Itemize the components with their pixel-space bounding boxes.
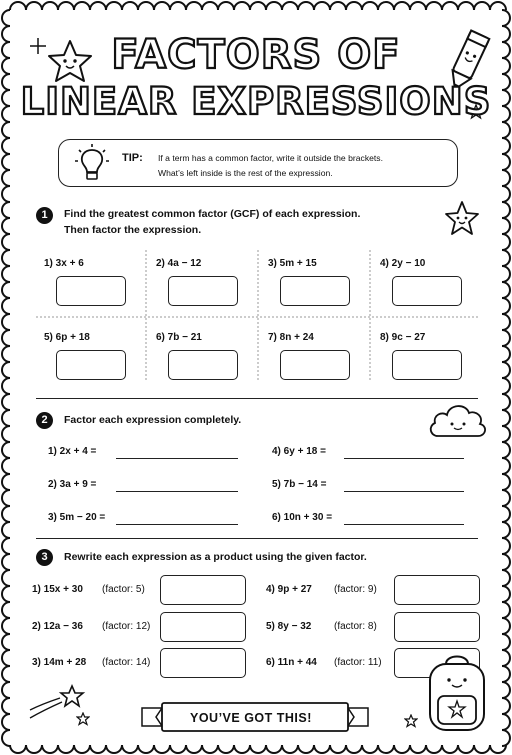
section1-problem-label: 2) 4a − 12 (156, 258, 202, 269)
section2-problem-label: 3) 5m − 20 = (48, 512, 106, 523)
lightbulb-icon (74, 142, 110, 182)
section2-problem-label: 4) 6y + 18 = (272, 446, 326, 457)
section3-answer-box[interactable] (160, 575, 246, 605)
tip-label: TIP: (122, 152, 143, 164)
section3-expression: 2) 12a − 36 (32, 621, 83, 632)
section1-problem-label: 6) 7b − 21 (156, 332, 202, 343)
section1-answer-box[interactable] (56, 276, 126, 306)
section3-factor-hint: (factor: 14) (102, 657, 151, 668)
section3-instruction: Rewrite each expression as a product using the given factor. (64, 551, 367, 563)
page-title-line1: FACTORS OF (111, 32, 401, 78)
section1-problem-label: 8) 9c − 27 (380, 332, 426, 343)
section2-problem-label: 6) 10n + 30 = (272, 512, 333, 523)
section3-expression: 6) 11n + 44 (266, 657, 317, 668)
section1-problem-label: 1) 3x + 6 (44, 258, 84, 269)
section3-factor-hint: (factor: 9) (334, 584, 377, 595)
tip-text-line1: If a term has a common factor, write it outside the brackets. (158, 153, 383, 163)
section1-answer-box[interactable] (280, 350, 350, 380)
star-mascot-icon (442, 200, 482, 238)
small-star-icon (76, 712, 90, 726)
section2-problem-label: 1) 2x + 4 = (48, 446, 97, 457)
section-number-2: 2 (36, 412, 53, 429)
section1-problem-label: 3) 5m + 15 (268, 258, 317, 269)
section1-answer-box[interactable] (168, 276, 238, 306)
section3-answer-box[interactable] (394, 612, 480, 642)
section1-answer-box[interactable] (168, 350, 238, 380)
section-divider (36, 538, 478, 539)
section3-factor-hint: (factor: 8) (334, 621, 377, 632)
section3-expression: 4) 9p + 27 (266, 584, 312, 595)
section3-answer-box[interactable] (160, 612, 246, 642)
section2-answer-line[interactable] (116, 524, 238, 525)
section2-answer-line[interactable] (344, 458, 464, 459)
section1-answer-box[interactable] (392, 350, 462, 380)
tip-text-line2: What’s left inside is the rest of the expression. (158, 168, 333, 178)
tip-box (58, 139, 458, 187)
backpack-mascot-icon (420, 652, 494, 736)
section3-factor-hint: (factor: 5) (102, 584, 145, 595)
section1-answer-box[interactable] (280, 276, 350, 306)
section2-problem-label: 2) 3a + 9 = (48, 479, 97, 490)
section3-expression: 5) 8y − 32 (266, 621, 312, 632)
section2-answer-line[interactable] (344, 491, 464, 492)
section3-factor-hint: (factor: 11) (334, 657, 382, 668)
section3-answer-box[interactable] (394, 575, 480, 605)
cloud-mascot-icon (426, 396, 490, 442)
section-number-3: 3 (36, 549, 53, 566)
section2-instruction: Factor each expression completely. (64, 414, 242, 426)
section-divider (36, 398, 478, 399)
section3-answer-box[interactable] (160, 648, 246, 678)
section3-expression: 3) 14m + 28 (32, 657, 87, 668)
section2-answer-line[interactable] (116, 458, 238, 459)
section1-problem-label: 5) 6p + 18 (44, 332, 90, 343)
section3-factor-hint: (factor: 12) (102, 621, 151, 632)
section1-problem-label: 4) 2y − 10 (380, 258, 426, 269)
section3-expression: 1) 15x + 30 (32, 584, 83, 595)
section1-answer-box[interactable] (56, 350, 126, 380)
section2-answer-line[interactable] (344, 524, 464, 525)
section1-instruction-line2: Then factor the expression. (64, 224, 202, 236)
section1-answer-box[interactable] (392, 276, 462, 306)
encouragement-banner-text: YOU’VE GOT THIS! (190, 711, 312, 725)
small-star-icon (404, 714, 418, 728)
section-number-1: 1 (36, 207, 53, 224)
page-title-line2: LINEAR EXPRESSIONS (20, 80, 492, 123)
section1-problem-label: 7) 8n + 24 (268, 332, 314, 343)
section2-answer-line[interactable] (116, 491, 238, 492)
section1-instruction-line1: Find the greatest common factor (GCF) of each expression. (64, 208, 361, 220)
section2-problem-label: 5) 7b − 14 = (272, 479, 327, 490)
